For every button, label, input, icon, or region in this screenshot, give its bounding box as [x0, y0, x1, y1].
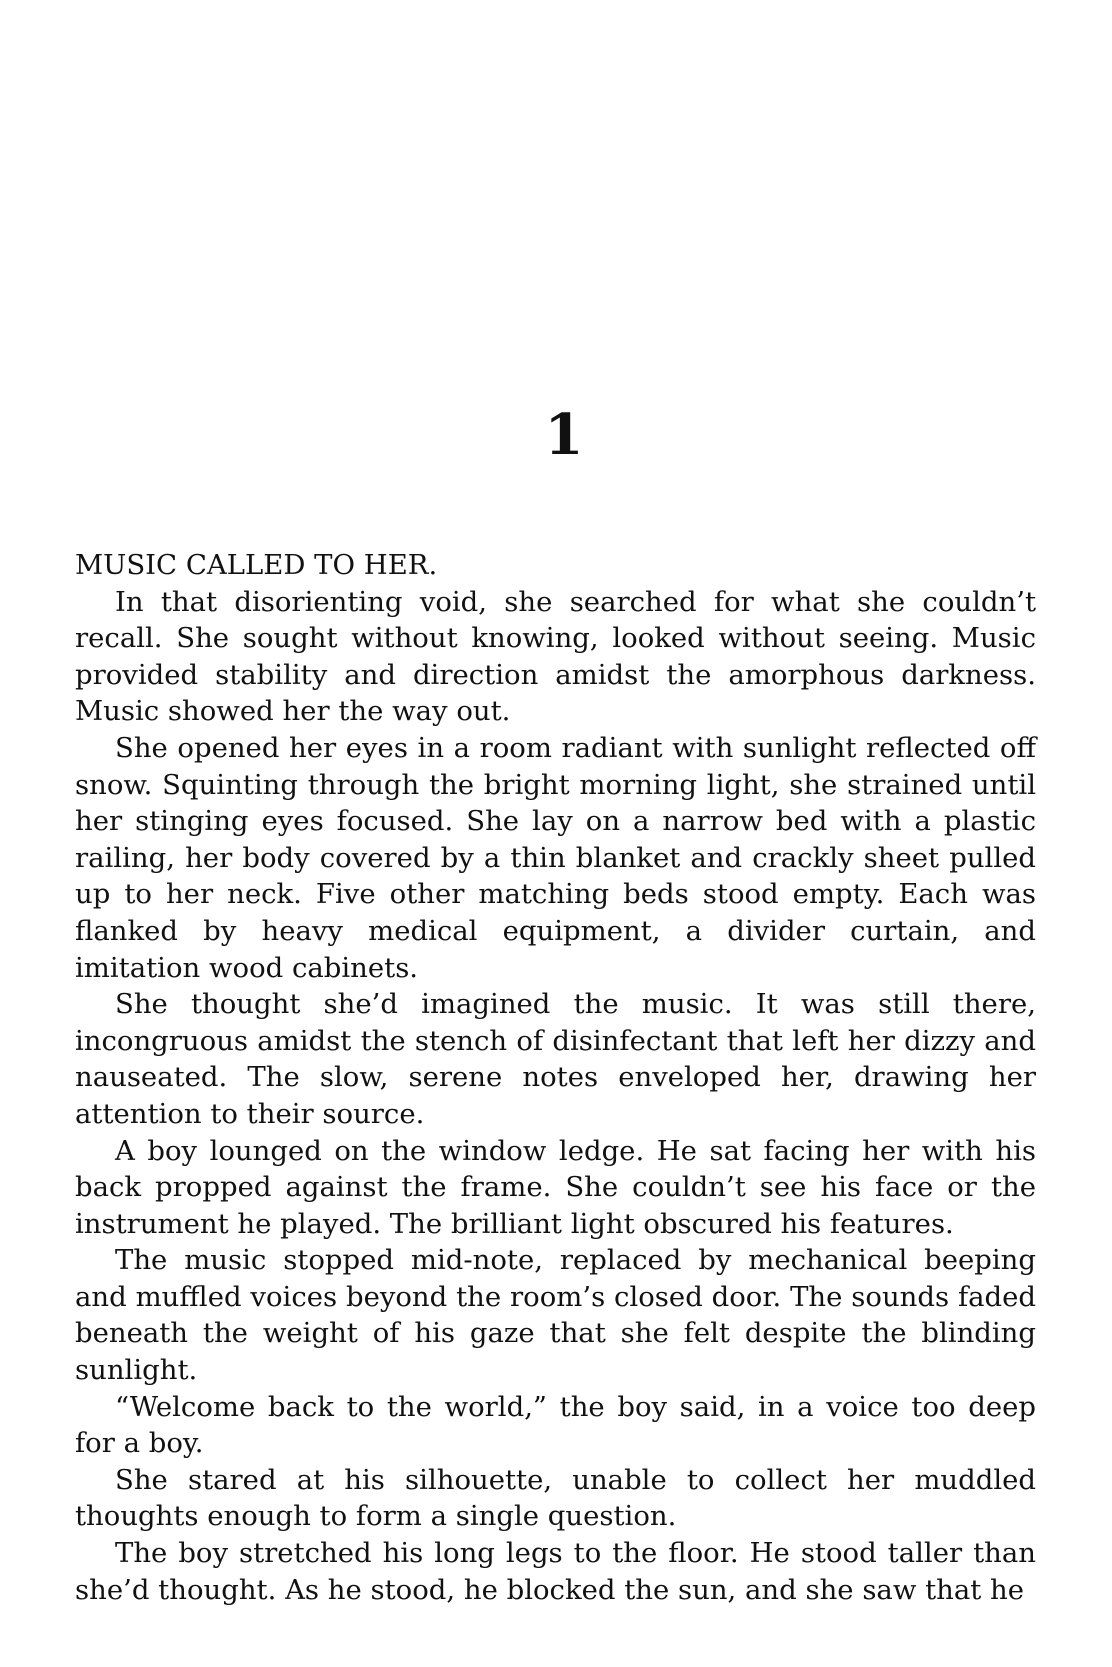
paragraph: She stared at his silhouette, unable to collect her muddled thoughts enough to form a single question.: [75, 1463, 1036, 1533]
paragraph: She thought she’d imagined the music. It was still there, incongruous amidst the stench of disinfectant that left her dizzy and nauseated. The slow, serene notes enveloped her, drawing her attention to their source.: [75, 988, 1036, 1130]
paragraph: A boy lounged on the window ledge. He sat facing her with his back propped against the frame. She couldn’t see his face or the instrument he played. The brilliant light obscured his features.: [75, 1134, 1036, 1240]
paragraph: She opened her eyes in a room radiant with sunlight reflected off snow. Squinting through the bright morning light, she strained until her stinging eyes focused. She lay on a narrow bed with a plastic railing, her body covered by a thin blanket and crackly sheet pulled up to her neck. Five other matching beds stood empty. Each was flanked by heavy medical equipment, a divider curtain, and imitation wood cabinets.: [75, 731, 1036, 984]
chapter-number: 1: [544, 402, 584, 468]
opening-line: MUSIC CALLED TO HER.: [75, 549, 438, 581]
paragraph: The music stopped mid-note, replaced by mechanical beeping and muffled voices beyond the room’s closed door. The sounds faded beneath the weight of his gaze that she felt despite the blinding sunlight.: [75, 1244, 1036, 1387]
paragraph: The boy stretched his long legs to the floor. He stood taller than she’d thought. As he stood, he blocked the sun, and she saw that he: [75, 1537, 1036, 1606]
paragraph: In that disorienting void, she searched for what she couldn’t recall. She sought without knowing, looked without seeing. Music provided stability and direction amidst the amorphous darkness. Music showed her the way out.: [75, 585, 1036, 728]
chapter-text: [75, 547, 1036, 1608]
paragraph: “Welcome back to the world,” the boy said, in a voice too deep for a boy.: [75, 1390, 1036, 1460]
